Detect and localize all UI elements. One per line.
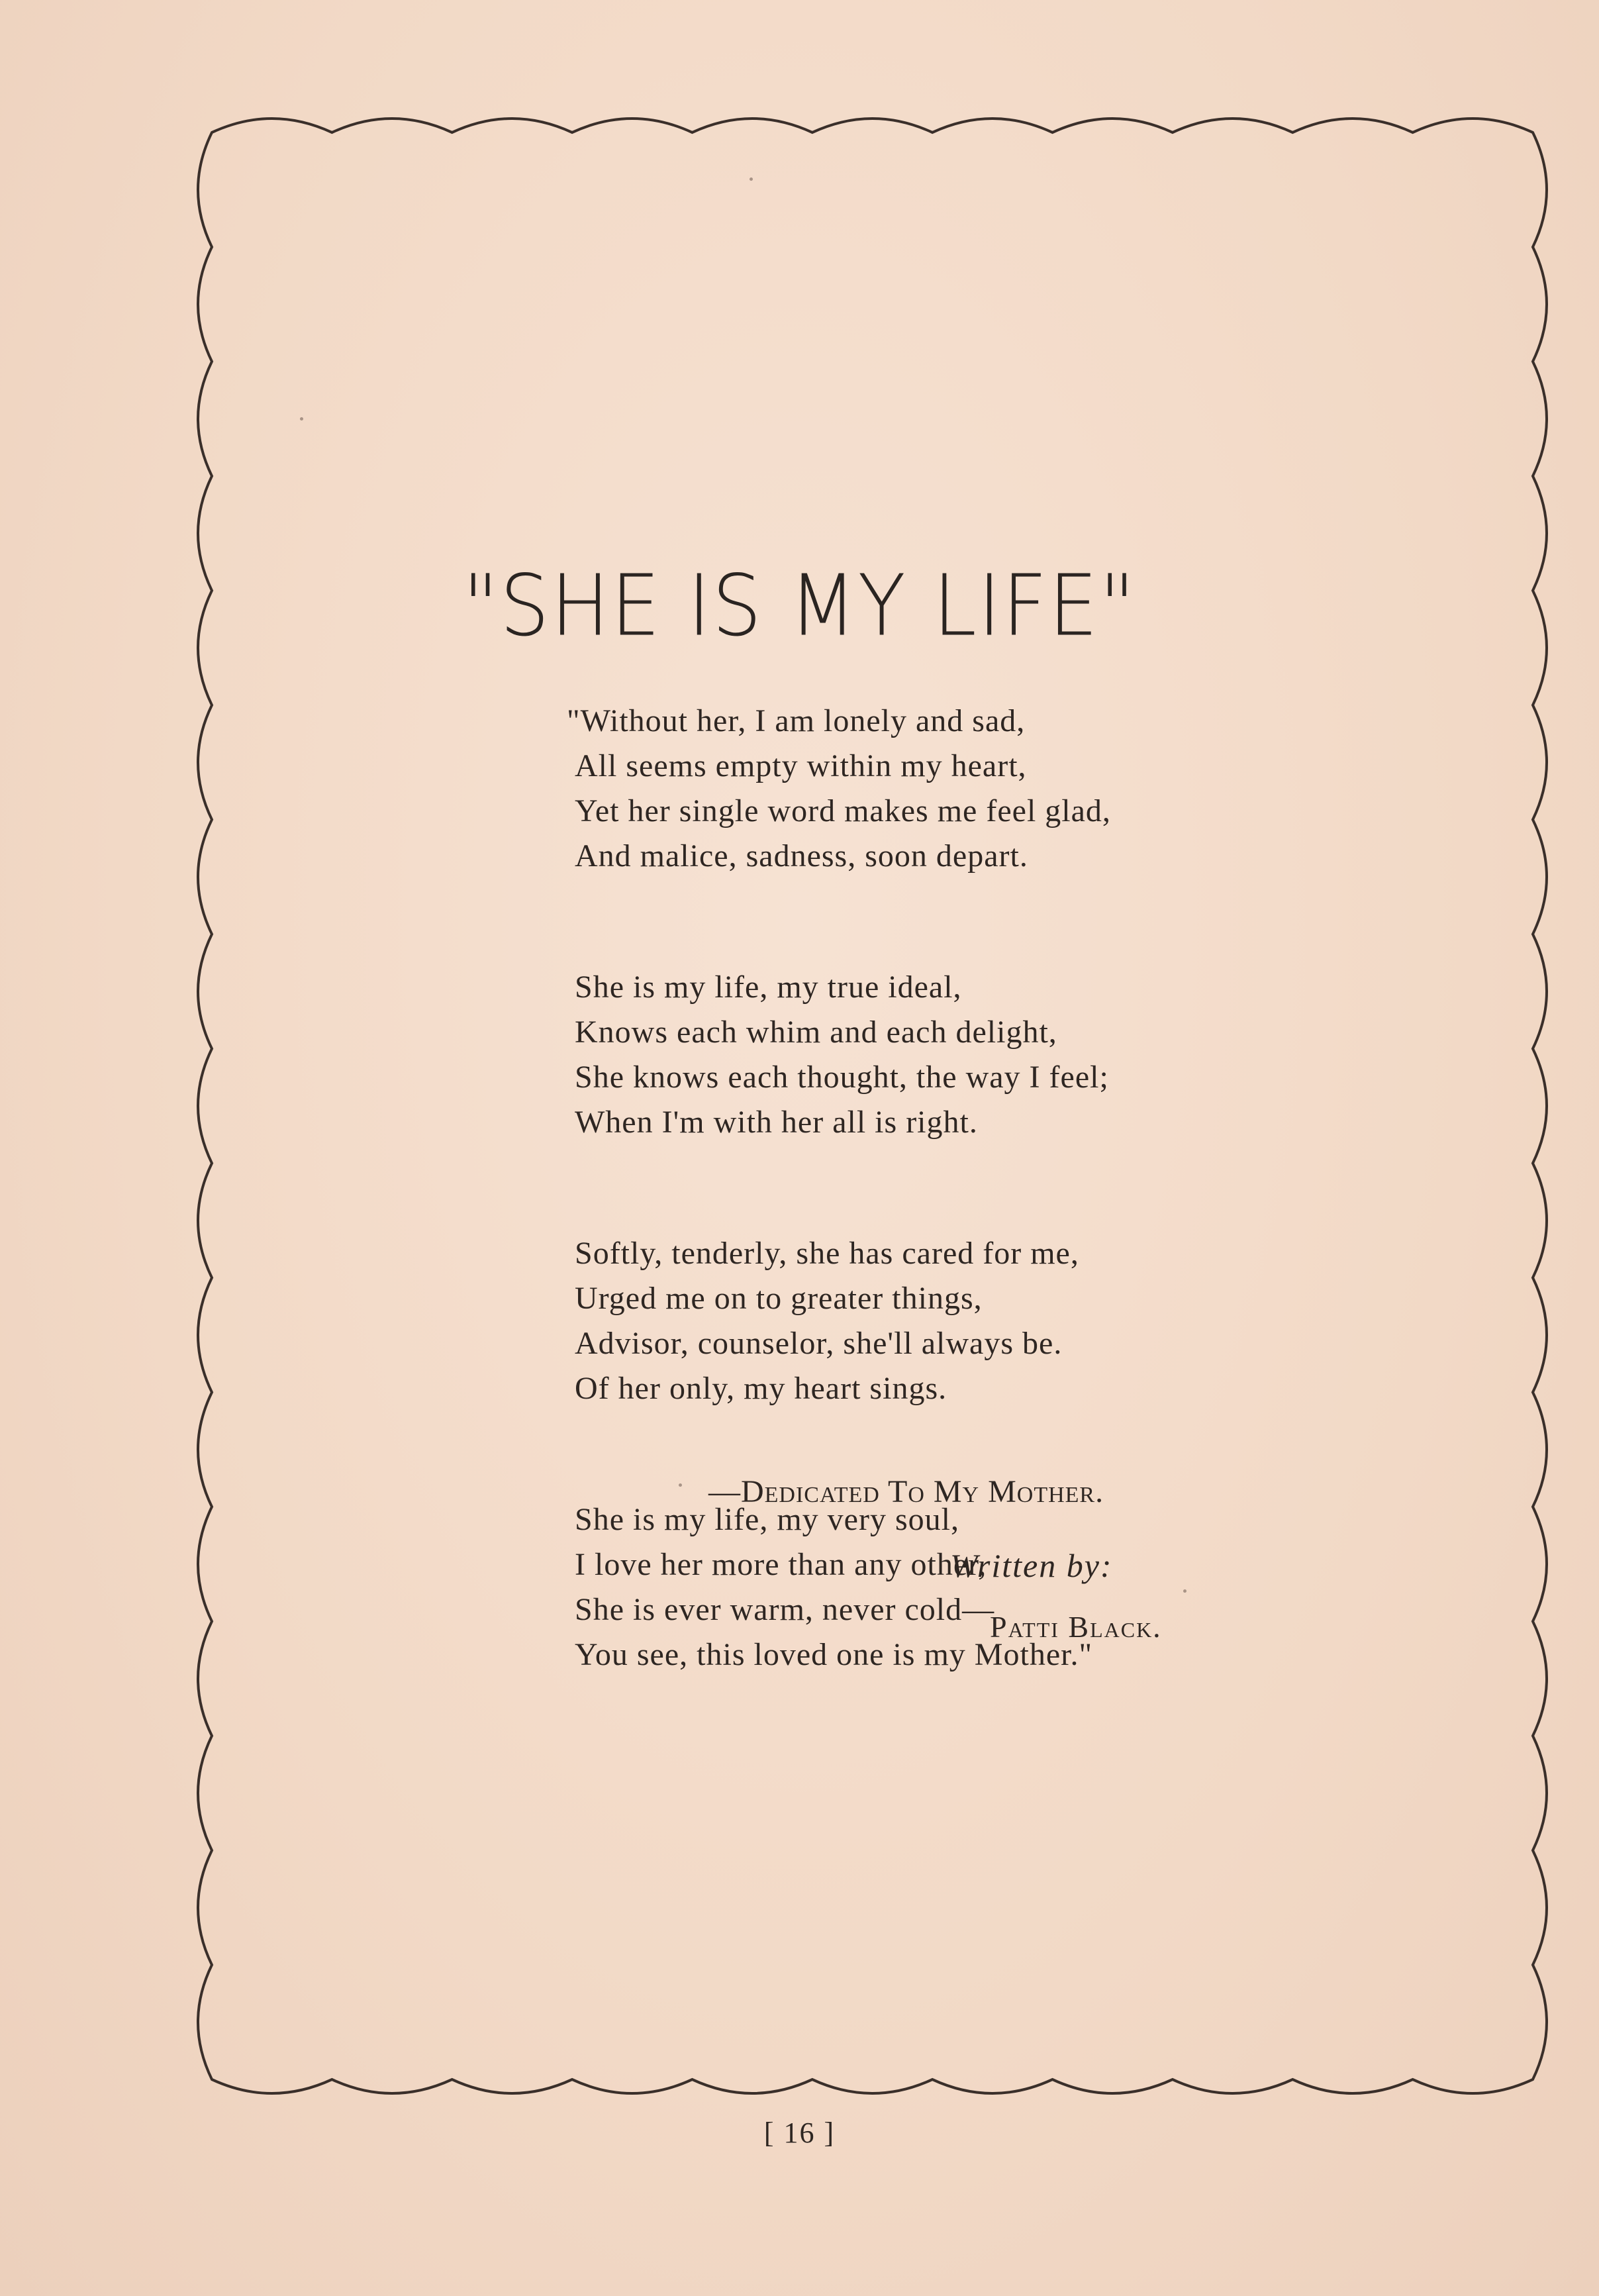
poem-line: All seems empty within my heart, [575,748,1027,783]
stanza [575,1231,1369,1411]
poem-line: When I'm with her all is right. [575,1105,978,1140]
page-number: [ 16 ] [763,2117,836,2149]
poem-title: "SHE IS MY LIFE" [462,556,1137,655]
poem-line: And malice, sadness, soon depart. [575,838,1028,873]
poem-line: Of her only, my heart sings. [575,1371,947,1406]
poem-line: Advisor, counselor, she'll always be. [575,1326,1063,1361]
author-name: Patti Black. [990,1610,1162,1644]
dedication: —Dedicated To My Mother. [708,1474,1104,1509]
poem-line: Yet her single word makes me feel glad, [575,793,1111,828]
poem-line: She is my life, my very soul, [575,1502,959,1537]
poem-line: Urged me on to greater things, [575,1281,983,1316]
poem-line: She is ever warm, never cold— [575,1592,995,1627]
print-speck [750,177,753,181]
poem-line: She knows each thought, the way I feel; [575,1060,1109,1095]
poem-line: "Without her, I am lonely and sad, [567,703,1026,738]
stanza [567,699,1369,879]
print-speck [300,417,303,421]
stanza [575,1497,1369,1677]
poem-line: Softly, tenderly, she has cared for me, [575,1236,1079,1271]
poem-line: I love her more than any other, [575,1547,987,1582]
stanza [575,965,1369,1145]
written-by-label: Written by: [950,1547,1113,1584]
poem-line: She is my life, my true ideal, [575,970,962,1005]
poem-line: Knows each whim and each delight, [575,1015,1057,1050]
poem-line: You see, this loved one is my Mother." [575,1637,1093,1672]
poem-body [567,699,1369,1764]
